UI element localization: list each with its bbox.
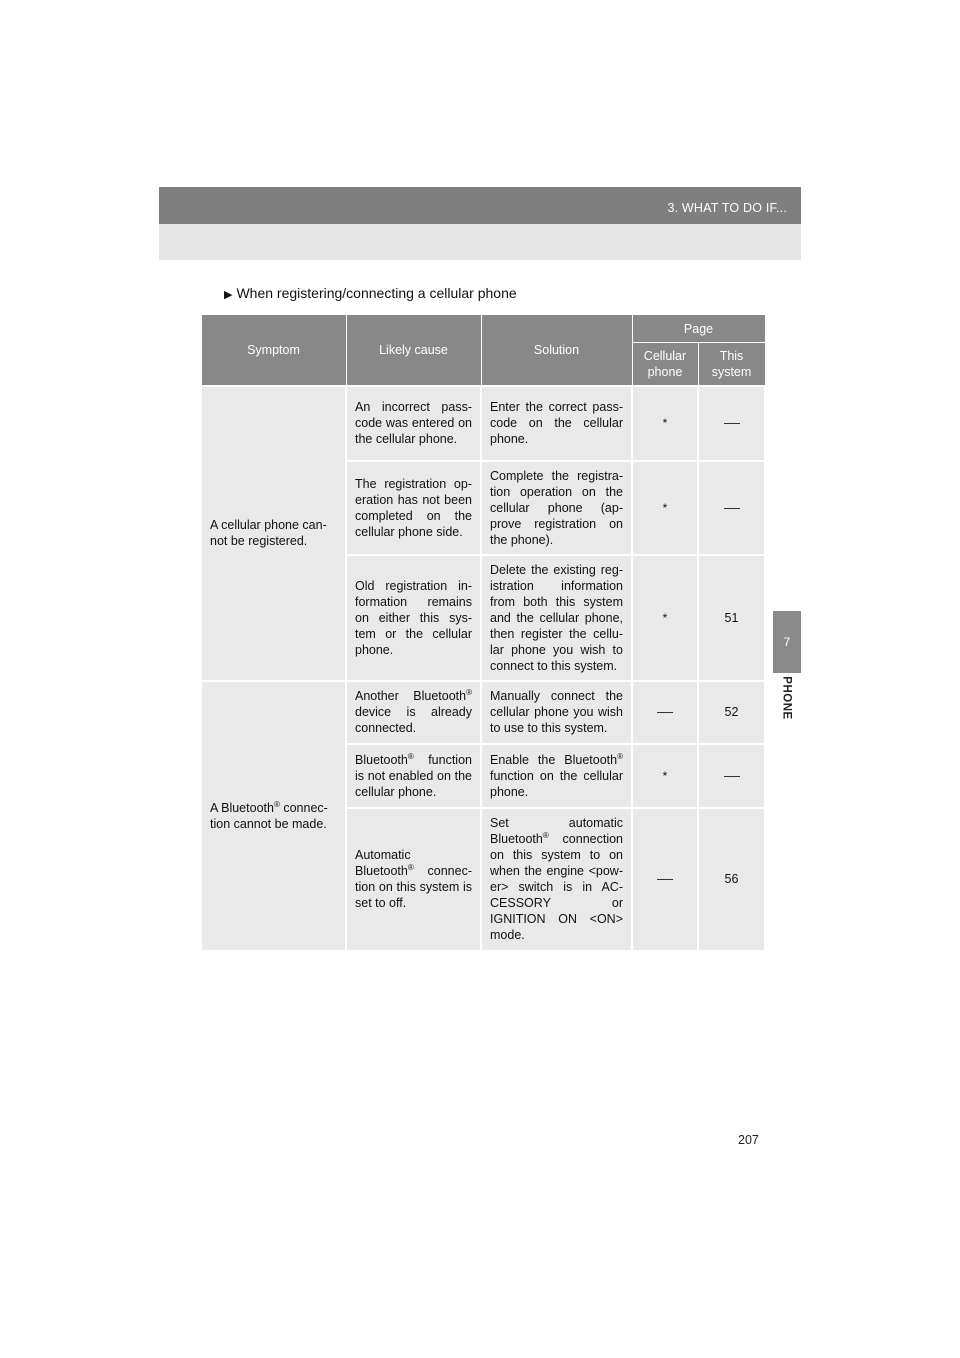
system-page-cell: 51: [698, 555, 765, 681]
cause-cell: An incorrect pass-code was entered on the cellular phone.: [346, 386, 481, 461]
solution-cell: Enter the correct pass-code on the cellular phone.: [481, 386, 632, 461]
solution-cell: Delete the existing reg-istration information from both this system and the cellular phone, then register the cellu-lar phone you wish to connect to this system.: [481, 555, 632, 681]
troubleshooting-table: [200, 314, 766, 952]
section-heading: [224, 285, 517, 301]
header-title: 3. WHAT TO DO IF...: [667, 201, 787, 215]
dash-mark: [657, 879, 673, 880]
asterisk-mark: *: [662, 610, 668, 625]
header-subbar: [159, 224, 801, 260]
chapter-label: [769, 673, 805, 723]
system-page-cell: [698, 744, 765, 808]
asterisk-mark: *: [662, 416, 668, 430]
header-this-system: This system: [698, 343, 765, 386]
cause-cell: Old registration in-formation remains on either this sys-tem or the cellular phone.: [346, 555, 481, 681]
cellular-page-cell: [632, 555, 698, 681]
chapter-tab[interactable]: [773, 611, 801, 673]
cellular-page-cell: [632, 744, 698, 808]
dash-mark: [724, 776, 740, 777]
registered-mark: ®: [273, 799, 280, 809]
solution-cell: Manually connect the cellular phone you wish to use to this system.: [481, 681, 632, 744]
system-page-cell: [698, 461, 765, 555]
registered-mark: ®: [407, 862, 414, 872]
section-title-text: When registering/connecting a cellular phone: [236, 285, 517, 301]
solution-cell: Enable the Bluetooth® function on the cellular phone.: [481, 744, 632, 808]
header-page: Page: [632, 315, 765, 343]
chapter-label-text: PHONE: [781, 676, 793, 720]
cellular-page-cell: [632, 808, 698, 951]
cause-cell: Bluetooth® function is not enabled on the cellular phone.: [346, 744, 481, 808]
solution-cell: Set automatic Bluetooth® connection on this system to on when the engine <pow-er> switch is in AC-CESSORY or IGNITION ON <ON> mode.: [481, 808, 632, 951]
header-likely-cause: Likely cause: [346, 315, 481, 386]
symptom-cell: A cellular phone can-not be registered.: [201, 386, 346, 681]
asterisk-mark: *: [662, 500, 668, 515]
system-page-cell: 56: [698, 808, 765, 951]
header-symptom: Symptom: [201, 315, 346, 386]
cause-cell: The registration op-eration has not been completed on the cellular phone side.: [346, 461, 481, 555]
table-row: [201, 386, 765, 461]
symptom-cell: A Bluetooth® connec-tion cannot be made.: [201, 681, 346, 951]
dash-mark: [657, 712, 673, 713]
table-row: [201, 681, 765, 744]
registered-mark: ®: [617, 751, 623, 761]
registered-mark: ®: [542, 830, 549, 840]
chapter-number: 7: [783, 635, 791, 649]
dash-mark: [724, 508, 740, 509]
triangle-arrow-icon: ▶: [224, 289, 233, 301]
system-page-cell: 52: [698, 681, 765, 744]
page-number: 207: [738, 1133, 759, 1147]
cellular-page-cell: [632, 386, 698, 461]
solution-cell: Complete the registra-tion operation on the cellular phone (ap-prove registration on the phone).: [481, 461, 632, 555]
cause-cell: Automatic Bluetooth® connec-tion on this system is set to off.: [346, 808, 481, 951]
asterisk-mark: *: [662, 768, 668, 783]
dash-mark: [724, 423, 740, 424]
cellular-page-cell: [632, 461, 698, 555]
cellular-page-cell: [632, 681, 698, 744]
registered-mark: ®: [407, 751, 414, 761]
registered-mark: ®: [466, 687, 472, 697]
system-page-cell: [698, 386, 765, 461]
header-solution: Solution: [481, 315, 632, 386]
header-cellular-phone: Cellular phone: [632, 343, 698, 386]
cause-cell: Another Bluetooth® device is already connected.: [346, 681, 481, 744]
header-bar: [159, 187, 801, 224]
